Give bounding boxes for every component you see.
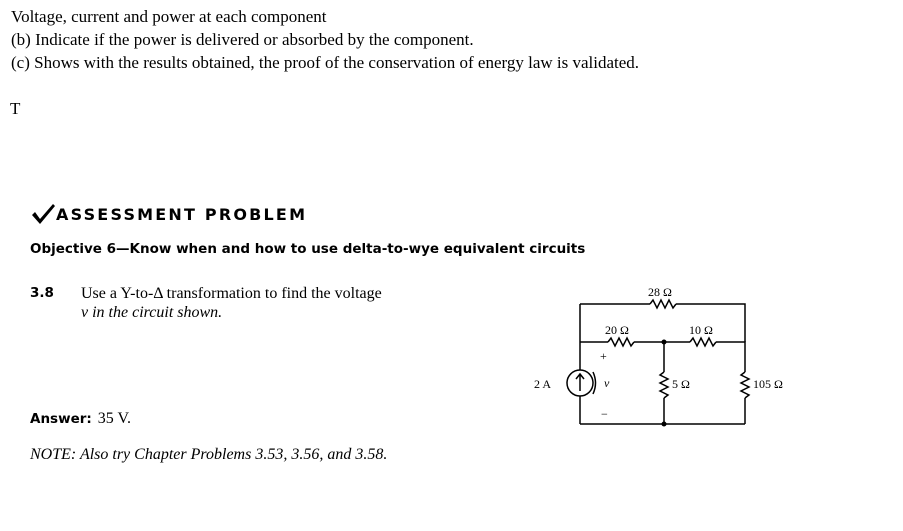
assessment-heading [30, 202, 307, 226]
problem-number: 3.8 [30, 285, 54, 301]
resistor-10-ohm [690, 338, 716, 346]
wire-mid-right [716, 342, 745, 372]
label-10-ohm: 10 Ω [689, 323, 713, 337]
question-line-3: (c) Shows with the results obtained, the proof of the conservation of energy law is validated. [11, 53, 640, 72]
resistor-105-ohm [741, 372, 749, 398]
circuit-diagram [520, 280, 810, 440]
answer-value: 35 V. [97, 410, 131, 427]
answer [30, 410, 131, 428]
label-28-ohm: 28 Ω [648, 285, 672, 299]
heading-text: ASSESSMENT PROBLEM [56, 204, 308, 224]
label-v: v [604, 376, 610, 390]
resistor-20-ohm [608, 338, 634, 346]
note-text: NOTE: Also try Chapter Problems 3.53, 3.56, and 3.58. [30, 446, 388, 463]
checkmark-icon [30, 202, 56, 226]
label-2-amp: 2 A [534, 377, 552, 391]
node-mid [662, 340, 667, 345]
answer-label: Answer: [30, 411, 92, 427]
label-105-ohm: 105 Ω [753, 377, 783, 391]
problem-text [81, 284, 382, 322]
objective-text: Objective 6—Know when and how to use delta-to-wye equivalent circuits [30, 241, 586, 257]
label-20-ohm: 20 Ω [605, 323, 629, 337]
question-line-4: T [10, 99, 21, 118]
node-bottom [662, 422, 667, 427]
question-line-2: (b) Indicate if the power is delivered or absorbed by the component. [11, 30, 474, 49]
label-minus: − [601, 407, 608, 421]
problem-text-line-2 [81, 303, 382, 322]
problem-text-line-2-content: v in the circuit shown. [81, 304, 223, 321]
problem-text-line-1: Use a Y-to-Δ transformation to find the voltage [81, 285, 382, 302]
label-5-ohm: 5 Ω [672, 377, 690, 391]
question-line-1: Voltage, current and power at each component [11, 7, 327, 26]
label-plus: + [600, 349, 607, 363]
resistor-28-ohm [650, 300, 676, 308]
resistor-5-ohm [660, 372, 668, 398]
